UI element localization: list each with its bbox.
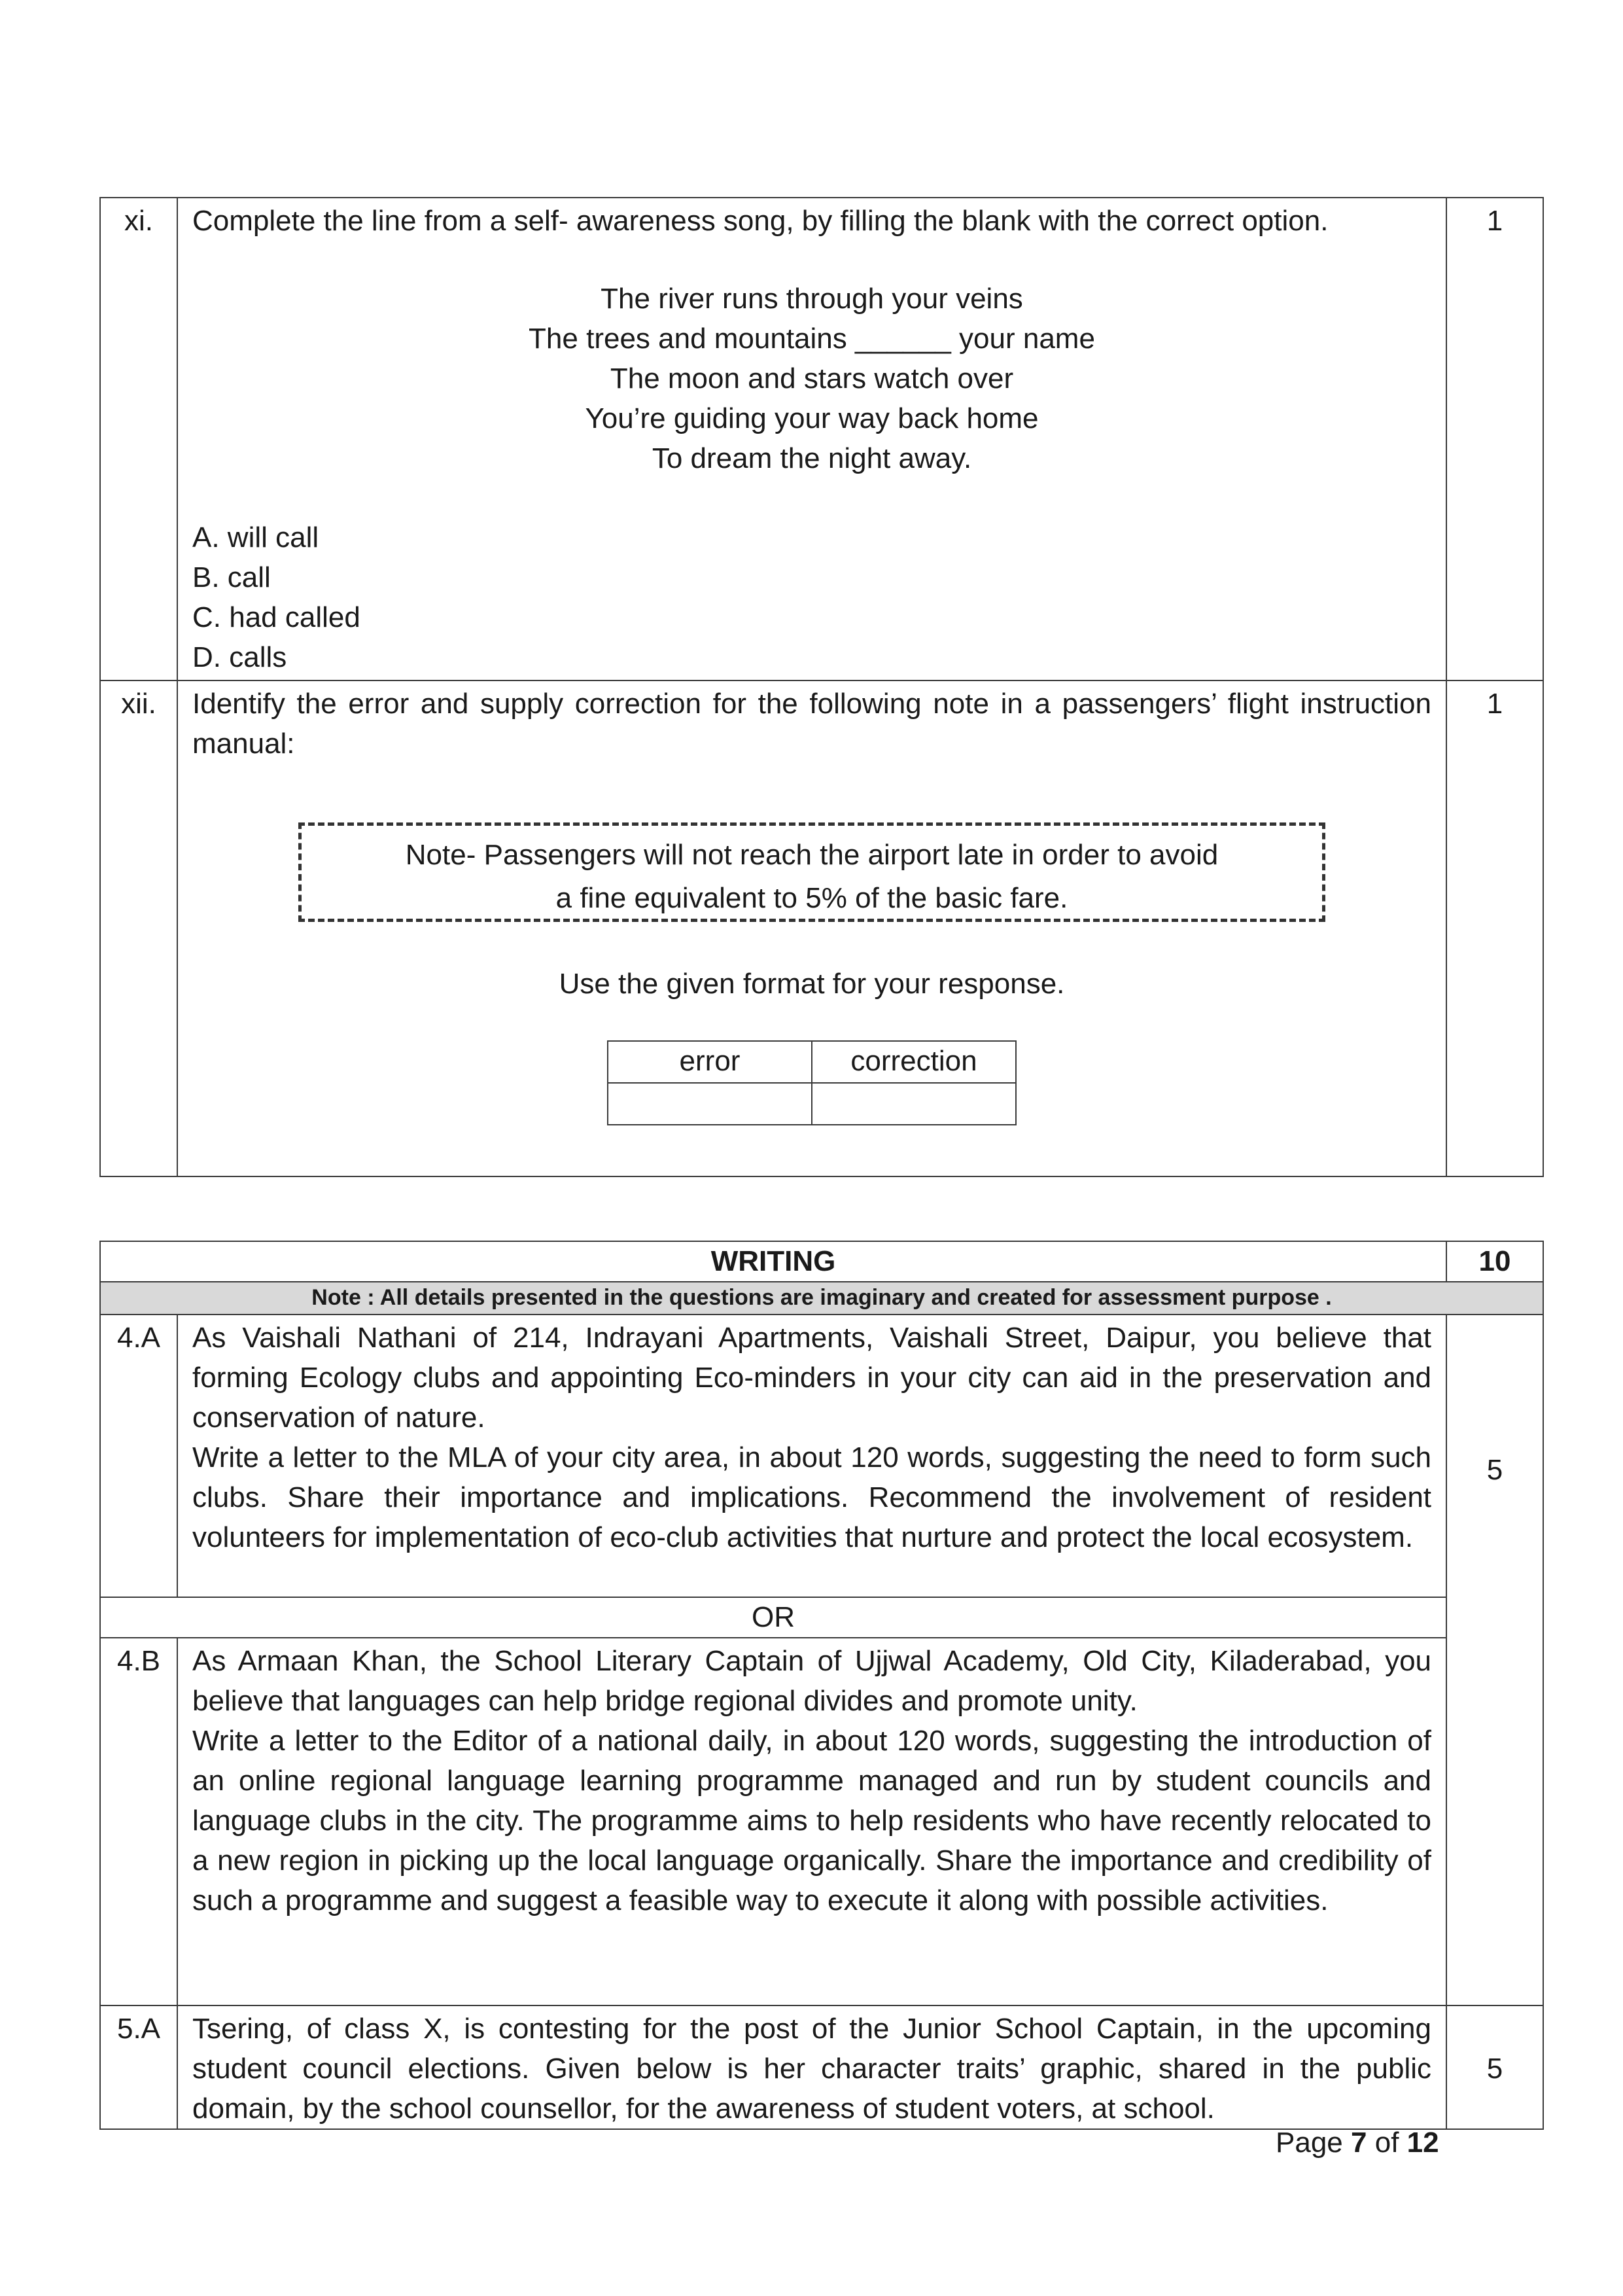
question-table-top xyxy=(99,197,1544,1177)
note-line-1: Note- Passengers will not reach the airport late in order to avoid xyxy=(405,839,1219,871)
question-body-xii xyxy=(177,680,1446,1176)
writing-header-row xyxy=(100,1241,1543,1282)
error-answer-cell xyxy=(608,1083,812,1125)
or-separator: OR xyxy=(100,1597,1446,1638)
option-a: A. will call xyxy=(192,521,319,554)
question-number-5a: 5.A xyxy=(100,2005,177,2129)
lyric-line-4: You’re guiding your way back home xyxy=(585,402,1039,434)
current-page-number: 7 xyxy=(1351,2127,1367,2159)
option-d: D. calls xyxy=(192,641,287,673)
question-4a-task: Write a letter to the MLA of your city area, in about 120 words, suggesting the need to form such clubs. Share their importance and implications. Recommend the involvement of resident volunteers for implementation of eco-club activities that nurture and protect the local ecosystem. xyxy=(192,1441,1432,1553)
writing-note-row xyxy=(100,1282,1543,1315)
lyric-line-1: The river runs through your veins xyxy=(601,283,1023,315)
page-label: Page xyxy=(1276,2127,1343,2159)
question-row-4a xyxy=(100,1315,1543,1597)
question-number-4b: 4.B xyxy=(100,1638,177,2005)
question-number-4a: 4.A xyxy=(100,1315,177,1597)
marks-q5-value: 5 xyxy=(1486,2053,1503,2085)
question-number-xii: xii. xyxy=(100,680,177,1176)
question-prompt-xii: Identify the error and supply correction for the following note in a passengers’ flight instruction manual: xyxy=(192,688,1431,760)
question-body-xi xyxy=(177,198,1446,680)
page-footer xyxy=(1276,2127,1439,2159)
option-c: C. had called xyxy=(192,601,360,633)
question-4b-context: As Armaan Khan, the School Literary Captain of Ujjwal Academy, Old City, Kiladerabad, you believe that languages can help bridge regional divides and promote unity. xyxy=(192,1645,1432,1717)
question-body-5a: Tsering, of class X, is contesting for the post of the Junior School Captain, in the upcoming student council elections. Given below is her character traits’ graphic, shared in the public domain, by the school counsellor, for the awareness of student voters, at school. xyxy=(177,2005,1446,2129)
writing-section-table xyxy=(99,1241,1544,2130)
question-row-5a xyxy=(100,2005,1543,2129)
error-column-header: error xyxy=(608,1041,812,1083)
or-row xyxy=(100,1597,1543,1638)
question-number-xi: xi. xyxy=(100,198,177,680)
question-row-xi xyxy=(100,198,1543,680)
correction-column-header: correction xyxy=(812,1041,1016,1083)
question-4a-context: As Vaishali Nathani of 214, Indrayani Apartments, Vaishali Street, Daipur, you believe that forming Ecology clubs and appointing Eco-minders in your city can aid in the preservation and conservation of nature. xyxy=(192,1322,1432,1434)
dashed-note-box xyxy=(298,822,1325,922)
response-format-table xyxy=(607,1040,1017,1125)
marks-q4-value: 5 xyxy=(1486,1454,1503,1486)
lyric-line-3: The moon and stars watch over xyxy=(610,362,1014,395)
question-body-4a xyxy=(177,1315,1446,1597)
total-pages-number: 12 xyxy=(1406,2127,1439,2159)
marks-q5 xyxy=(1446,2005,1543,2129)
question-row-4b xyxy=(100,1638,1543,2005)
answer-options xyxy=(192,518,1431,677)
correction-answer-cell xyxy=(812,1083,1016,1125)
section-title: WRITING xyxy=(100,1241,1446,1282)
lyric-line-5: To dream the night away. xyxy=(652,442,972,474)
lyric-line-2: The trees and mountains ______ your name xyxy=(529,323,1095,355)
song-lyrics xyxy=(192,279,1431,478)
assessment-note: Note : All details presented in the questions are imaginary and created for assessment purpose . xyxy=(100,1282,1543,1315)
of-label: of xyxy=(1374,2127,1399,2159)
question-body-4b xyxy=(177,1638,1446,2005)
marks-xi: 1 xyxy=(1446,198,1543,680)
section-marks: 10 xyxy=(1446,1241,1543,1282)
question-prompt-xi: Complete the line from a self- awareness song, by filling the blank with the correct option. xyxy=(192,205,1329,237)
question-4b-task: Write a letter to the Editor of a national daily, in about 120 words, suggesting the introduction of an online regional language learning programme managed and run by student councils and language clubs in the city. The programme aims to help residents who have recently relocated to a new region in picking up the local language organically. Share the importance and credibility of such a programme and suggest a feasible way to execute it along with possible activities. xyxy=(192,1725,1432,1916)
marks-q4 xyxy=(1446,1315,1543,2005)
question-row-xii xyxy=(100,680,1543,1176)
option-b: B. call xyxy=(192,561,271,593)
format-instruction: Use the given format for your response. xyxy=(559,968,1065,1000)
note-line-2: a fine equivalent to 5% of the basic fare. xyxy=(555,882,1068,914)
marks-xii: 1 xyxy=(1446,680,1543,1176)
